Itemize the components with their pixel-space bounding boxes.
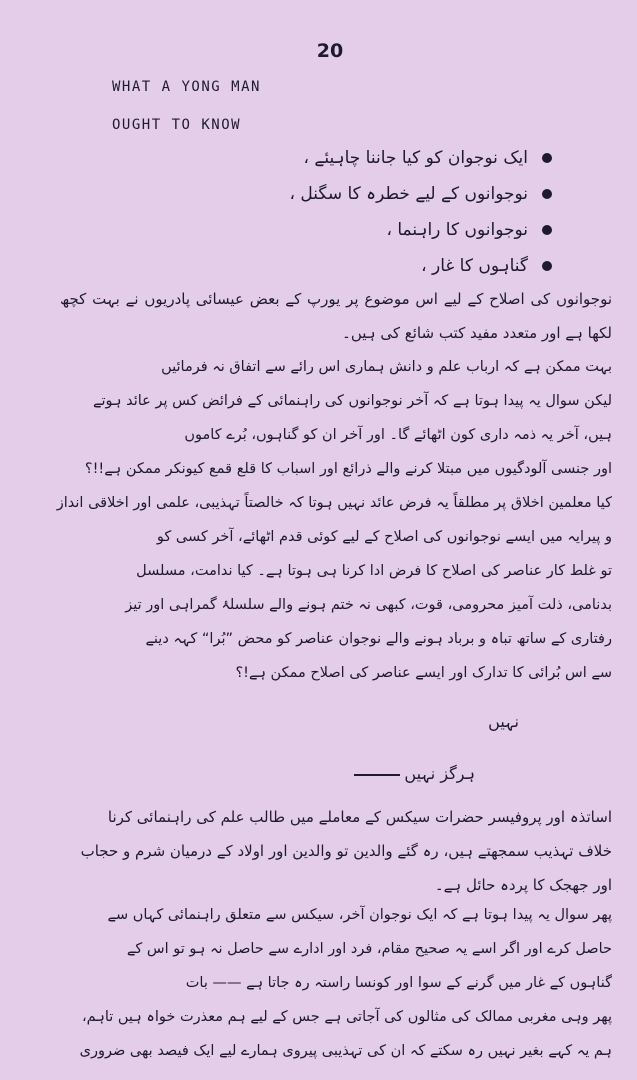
answer-no: نہیں <box>488 712 519 731</box>
text-line: خلاف تہذیب سمجھتے ہیں، رہ گئے والدین تو والدین اور اولاد کے درمیان شرم و حجاب <box>80 842 612 860</box>
text-line: ہم یہ کہے بغیر نہیں رہ سکتے کہ ان کی تہذیبی پیروی ہمارے لیے ایک فیصد بھی ضروری <box>79 1043 612 1059</box>
text-line: بہت ممکن ہے کہ ارباب علم و دانش ہماری اس رائے سے اتفاق نہ فرمائیں <box>161 359 612 375</box>
intro-paragraph: نوجوانوں کی اصلاح کے لیے اس موضوع پر یورپ کے بعض عیسائی پادریوں نے بہت کچھ لکھا ہے اور متعدد مفید کتب شائع کی ہیں۔ <box>60 290 612 342</box>
text-line: ہیں، آخر یہ ذمہ داری کون اٹھائے گا۔ اور آخر ان کو گناہوں، بُرے کاموں <box>184 427 612 443</box>
text-line: لیکن سوال یہ پیدا ہوتا ہے کہ آخر نوجوانوں کی راہنمائی کے فرائض کس پر عائد ہوتے <box>92 393 612 409</box>
list-item: نوجوانوں کے لیے خطرہ کا سگنل ، <box>180 176 552 212</box>
bullet-dot-icon <box>542 225 552 235</box>
text-line: گناہوں کے غار میں گرنے کے سوا اور کونسا راستہ رہ جاتا ہے —— بات <box>185 975 612 991</box>
text-line: پھر وہی مغربی ممالک کی مثالوں کی آجاتی ہے جس کے لیے ہم معذرت خواہ ہیں تاہم، <box>82 1009 612 1025</box>
text-line: حاصل کرے اور اگر اسے یہ صحیح مقام، فرد اور ادارے سے حاصل نہ ہو تو اس کے <box>126 941 612 957</box>
list-item: گناہوں کا غار ، <box>180 248 552 284</box>
page-number: 20 <box>316 40 344 62</box>
text-line: بدنامی، ذلت آمیز محرومی، قوت، کبھی نہ ختم ہونے والے سلسلۂ گمراہی اور تیز <box>125 597 612 613</box>
text-line: اور جنسی آلودگیوں میں مبتلا کرنے والے ذرائع اور اسباب کا قلع قمع کیونکر ممکن ہے!!؟ <box>84 461 612 477</box>
question-paragraph <box>28 898 612 1068</box>
dash-rule <box>354 774 400 776</box>
bullet-dot-icon <box>542 189 552 199</box>
text-line: کیا معلمین اخلاق پر مطلقاً یہ فرض عائد نہیں ہوتا کہ خالصتاً تہذیبی، علمی اور اخلاقی انداز <box>56 495 612 511</box>
text-line: رفتاری کے ساتھ تباہ و برباد ہونے والے نوجوان عناصر کو محض ”بُرا“ کہہ دینے <box>145 631 612 647</box>
text-line: اور جھجک کا پردہ حائل ہے۔ <box>434 876 612 894</box>
bullet-dot-icon <box>542 153 552 163</box>
bullet-list <box>180 140 552 284</box>
text-line: و پیرایہ میں ایسے نوجوانوں کی اصلاح کے لیے کوئی قدم اٹھائے، آخر کسی کو <box>156 529 612 545</box>
text-line: سے اس بُرائی کا تدارک اور ایسے عناصر کی اصلاح ممکن ہے!؟ <box>235 665 612 681</box>
text-line: پھر سوال یہ پیدا ہوتا ہے کہ ایک نوجوان آخر، سیکس سے متعلق راہنمائی کہاں سے <box>107 907 612 923</box>
english-heading-line-1: WHAT A YONG MAN <box>112 79 261 95</box>
text-line: اساتذہ اور پروفیسر حضرات سیکس کے معاملے میں طالب علم کی راہنمائی کرنا <box>107 808 612 826</box>
list-item: ایک نوجوان کو کیا جاننا چاہیئے ، <box>180 140 552 176</box>
list-item: نوجوانوں کا راہنما ، <box>180 212 552 248</box>
text-line: تو غلط کار عناصر کی اصلاح کا فرض ادا کرنا ہی ہوتا ہے۔ کیا ندامت، مسلسل <box>136 563 612 579</box>
main-paragraph <box>28 350 612 690</box>
teachers-paragraph <box>44 800 612 902</box>
bullet-dot-icon <box>542 261 552 271</box>
english-heading-line-2: OUGHT TO KNOW <box>112 117 242 133</box>
answer-never: ہرگز نہیں <box>350 764 475 783</box>
